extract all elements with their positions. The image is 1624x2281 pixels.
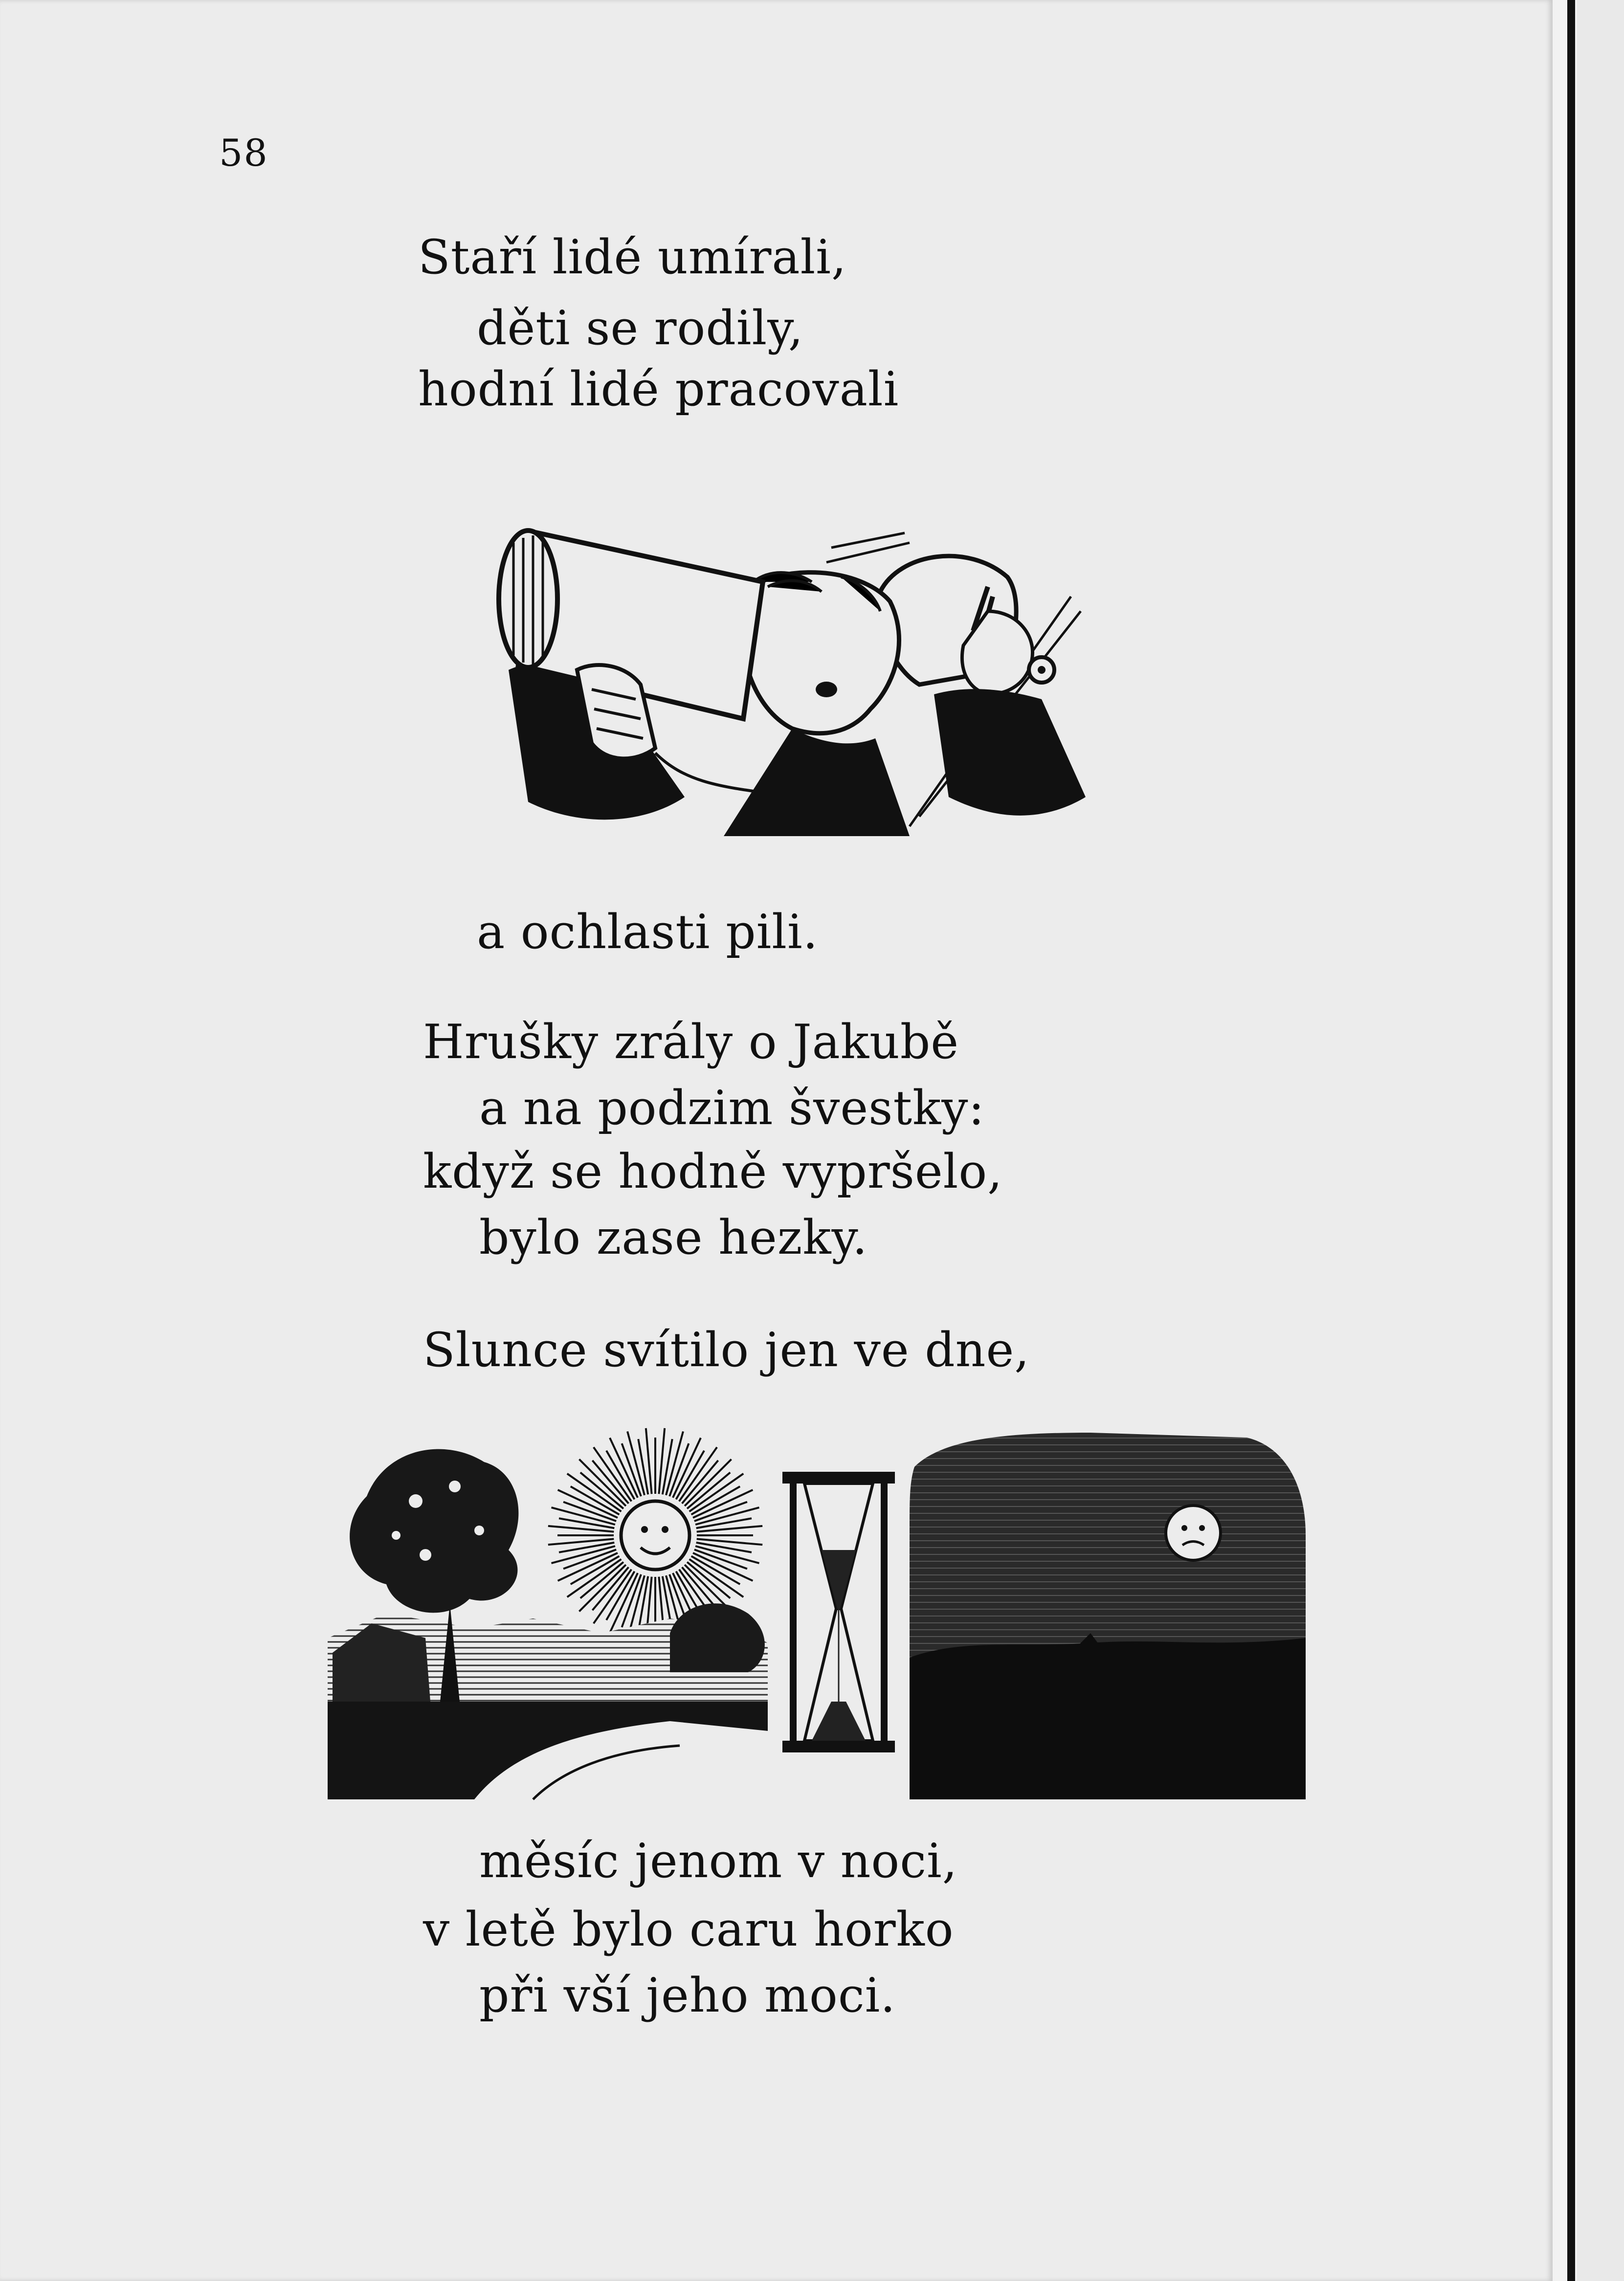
binding-shadow [1567, 0, 1575, 2281]
verse-line: bylo zase hezky. [479, 1210, 868, 1265]
night-scene [910, 1433, 1306, 1799]
verse-line: měsíc jenom v noci, [479, 1834, 958, 1888]
verse-line: Staří lidé umírali, [418, 230, 847, 285]
verse-line: a ochlasti pili. [477, 905, 819, 959]
sun-hourglass-moon-engraving [328, 1428, 1311, 1804]
verse-line: Hrušky zrály o Jakubě [423, 1015, 959, 1069]
day-scene [328, 1428, 768, 1799]
verse-line: v letě bylo caru horko [423, 1902, 954, 1957]
page-number: 58 [219, 131, 268, 175]
facing-page-edge [1577, 0, 1624, 2281]
verse-line: hodní lidé pracovali [418, 362, 899, 417]
verse-line: když se hodně vypršelo, [423, 1144, 1003, 1199]
verse-line: děti se rodily, [477, 301, 804, 355]
verse-line: a na podzim švestky: [479, 1081, 985, 1135]
verse-line: při vší jeho moci. [479, 1968, 896, 2023]
hourglass [782, 1472, 895, 1752]
verse-line: Slunce svítilo jen ve dne, [423, 1323, 1030, 1377]
drinking-man-and-baby-engraving [479, 523, 1115, 836]
